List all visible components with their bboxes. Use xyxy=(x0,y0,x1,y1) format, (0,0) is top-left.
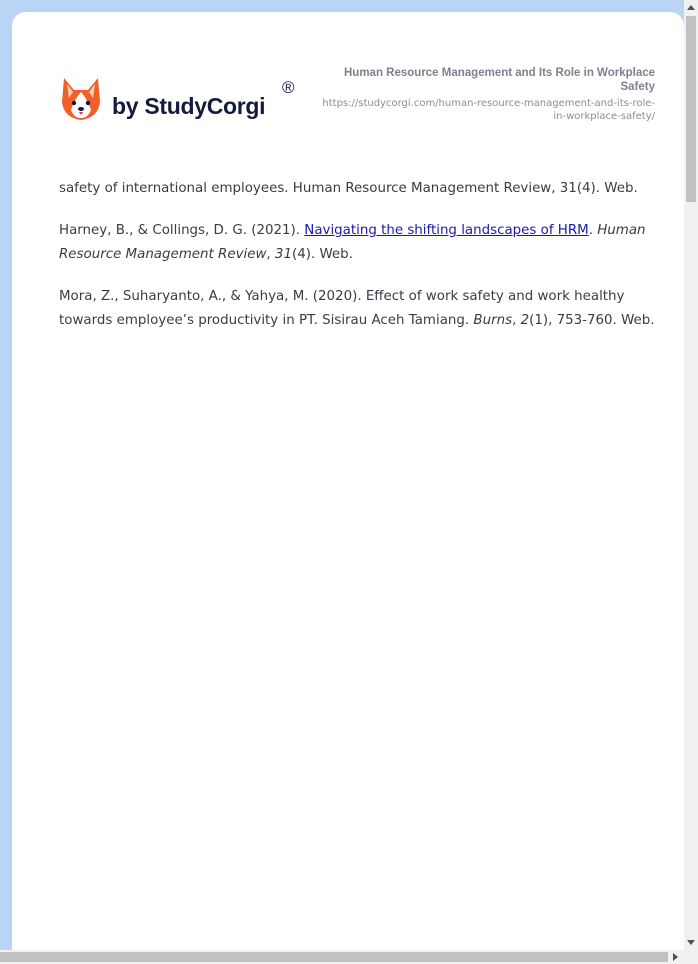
studycorgi-logo[interactable] xyxy=(60,76,295,122)
horizontal-scroll-thumb[interactable] xyxy=(0,952,668,962)
reference-journal: Burns xyxy=(473,313,513,328)
reference-link[interactable]: Navigating the shifting landscapes of HRM xyxy=(304,223,589,238)
reference-list xyxy=(59,177,655,351)
reference-item xyxy=(59,219,655,267)
reference-issue: (4). Web. xyxy=(291,247,353,262)
horizontal-scrollbar[interactable] xyxy=(0,950,698,964)
brand-name: by StudyCorgi xyxy=(112,92,266,119)
scroll-right-icon[interactable] xyxy=(673,953,678,961)
document-header xyxy=(315,66,655,123)
reference-item xyxy=(59,285,655,333)
scroll-down-icon[interactable] xyxy=(687,940,695,945)
reference-text: safety of international employees. Human Resource Management Review, 31(4). Web. xyxy=(59,181,638,196)
reference-volume: 2 xyxy=(520,313,530,328)
document-page xyxy=(12,12,684,962)
reference-sep: , xyxy=(512,313,521,328)
reference-sep: , xyxy=(266,247,275,262)
reference-volume: 31 xyxy=(274,247,292,262)
reference-item xyxy=(59,177,655,201)
vertical-scroll-thumb[interactable] xyxy=(686,16,696,202)
registered-mark: ® xyxy=(282,78,295,97)
reference-authors: Mora, Z., Suharyanto, A., & Yahya, M. (2020). Effect of work safety and work healthy towards employee’s productivity in PT. Sisirau Aceh Tamiang. xyxy=(59,289,625,328)
reference-journal: Human Resource Management Review xyxy=(59,223,646,262)
reference-issue: (1), 753-760. Web. xyxy=(529,313,655,328)
scroll-up-icon[interactable] xyxy=(687,5,695,10)
document-url: https://studycorgi.com/human-resource-management-and-its-role-in-workplace-safety/ xyxy=(322,98,655,122)
document-title: Human Resource Management and Its Role in Workplace Safety xyxy=(344,67,655,93)
reference-punct: . xyxy=(588,223,598,238)
corgi-logo-icon xyxy=(60,76,102,122)
vertical-scrollbar[interactable] xyxy=(684,0,698,950)
reference-authors: Harney, B., & Collings, D. G. (2021). xyxy=(59,223,305,238)
